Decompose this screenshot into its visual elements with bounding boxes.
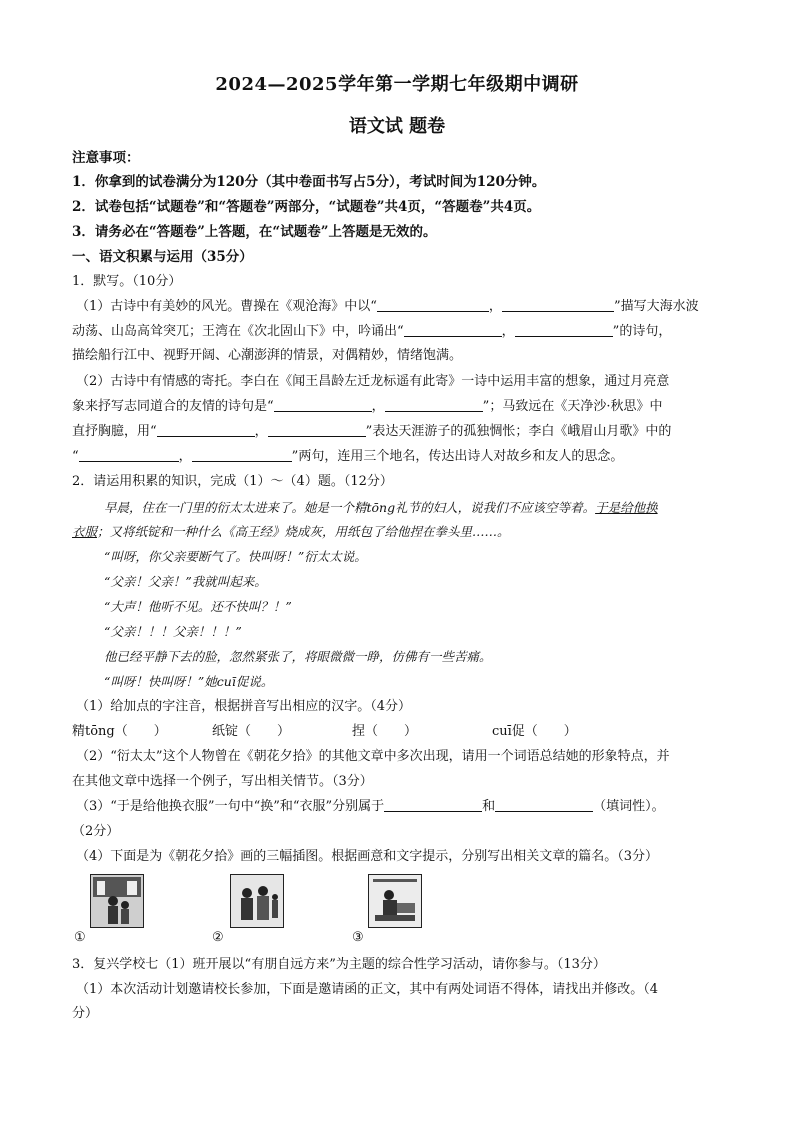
answer-blank[interactable] [404, 322, 502, 337]
pinyin-item: 精tōng（ ） [72, 724, 167, 739]
text: ”两句，连用三个地名，传达出诗人对故乡和友人的思念。 [291, 449, 624, 464]
text: 早晨，住在一门里的衍太太进来了。她是一个精tōng礼节的妇人，说我们不应该空等着。 [104, 500, 596, 515]
illustration-2-art [231, 875, 283, 927]
q1-part1-line2 [72, 322, 732, 342]
notice-heading: 注意事项： [72, 150, 140, 166]
answer-blank[interactable] [385, 397, 483, 412]
illustration-2 [230, 874, 284, 928]
exam-subtitle: 语文试 题卷 [348, 116, 446, 137]
q1-part2-line3 [72, 422, 732, 442]
q1-title: 1．默写。（10分） [72, 274, 182, 289]
illustration-2-label: ② [212, 930, 224, 945]
text: ”的诗句， [612, 324, 672, 339]
illustration-1-label: ① [74, 930, 86, 945]
answer-blank[interactable] [384, 797, 482, 812]
text: ”描写大海水波 [613, 299, 699, 314]
q2-sub1-title: （1）给加点的字注音，根据拼音写出相应的汉字。（4分） [76, 699, 412, 714]
passage-line1 [104, 498, 764, 518]
illustration-1-art [91, 875, 143, 927]
q1-part2-line2 [72, 397, 732, 417]
text: 动荡、山岛高耸突兀；王湾在《次北固山下》中，吟诵出“ [72, 324, 404, 339]
answer-blank[interactable] [268, 422, 366, 437]
text: ， [254, 424, 268, 439]
dialog-line: “父亲！父亲！”我就叫起来。 [104, 574, 267, 589]
q2-sub2-line1: （2）“衍太太”这个人物曾在《朝花夕拾》的其他文章中多次出现，请用一个词语总结她的形象特点，并 [76, 749, 670, 764]
answer-blank[interactable] [495, 797, 593, 812]
underlined-text: 衣服 [72, 524, 98, 539]
q2-sub4: （4）下面是为《朝花夕拾》画的三幅插图。根据画意和文字提示，分别写出相关文章的篇名。（3分） [76, 849, 659, 864]
passage-line2 [72, 522, 732, 542]
q3-title: 3．复兴学校七（1）班开展以“有朋自远方来”为主题的综合性学习活动，请你参与。（13分） [72, 957, 606, 972]
dialog-line: “叫呀！快叫呀！”她cuī促说。 [104, 674, 274, 689]
notice-item-1: 1．你拿到的试卷满分为120分（其中卷面书写占5分），考试时间为120分钟。 [72, 174, 546, 190]
answer-blank[interactable] [79, 447, 179, 462]
answer-blank[interactable] [502, 297, 614, 312]
notice-item-2: 2．试卷包括“试题卷”和“答题卷”两部分，“试题卷”共4页，“答题卷”共4页。 [72, 199, 541, 215]
q1-part2-line4 [72, 447, 732, 467]
text: “ [72, 449, 79, 464]
q2-sub3-line1 [76, 797, 736, 817]
illustration-1 [90, 874, 144, 928]
text: ；又将纸锭和一种什么《高王经》烧成灰，用纸包了给他捏在拳头里……。 [97, 524, 510, 539]
q3-sub1-line2: 分） [72, 1006, 99, 1021]
text: ”；马致远在《天净沙·秋思》中 [482, 399, 663, 414]
q2-title: 2．请运用积累的知识，完成（1）～（4）题。（12分） [72, 474, 393, 489]
text: （填词性）。 [593, 799, 665, 814]
text: 象来抒写志同道合的友情的诗句是“ [72, 399, 274, 414]
notice-item-3: 3．请务必在“答题卷”上答题，在“试题卷”上答题是无效的。 [72, 224, 437, 240]
pinyin-item: 捏（ ） [352, 724, 418, 739]
text: ”表达天涯游子的孤独惆怅；李白《峨眉山月歌》中的 [365, 424, 672, 439]
answer-blank[interactable] [157, 422, 255, 437]
illustration-3 [368, 874, 422, 928]
q1-part2-line1: （2）古诗中有情感的寄托。李白在《闻王昌龄左迁龙标遥有此寄》一诗中运用丰富的想象，通过月亮意 [76, 374, 670, 389]
q1-part1-line1 [76, 297, 736, 317]
text: ， [488, 299, 502, 314]
q2-sub2-line2: 在其他文章中选择一个例子，写出相关情节。（3分） [72, 774, 373, 789]
section-heading: 一、语文积累与运用（35分） [72, 249, 253, 265]
pinyin-item: cuī促（ ） [492, 724, 577, 739]
answer-blank[interactable] [192, 447, 292, 462]
underlined-text: 于是给他换 [595, 500, 658, 515]
illustration-3-art [369, 875, 421, 927]
exam-title: 2024—2025学年第一学期七年级期中调研 [215, 74, 579, 95]
text: 直抒胸臆，用“ [72, 424, 157, 439]
text: ， [501, 324, 515, 339]
dialog-line: “父亲！！！父亲！！！” [104, 624, 242, 639]
q1-part1-line3: 描绘船行江中、视野开阔、心潮澎湃的情景，对偶精妙，情绪饱满。 [72, 348, 463, 363]
q2-sub3-line2: （2分） [72, 824, 120, 839]
dialog-line: “叫呀，你父亲要断气了。快叫呀！”衍太太说。 [104, 549, 367, 564]
dialog-line: 他已经平静下去的脸，忽然紧张了，将眼微微一睁，仿佛有一些苦痛。 [104, 649, 492, 664]
answer-blank[interactable] [274, 397, 372, 412]
text: （1）古诗中有美妙的风光。曹操在《观沧海》中以“ [76, 299, 377, 314]
text: ， [371, 399, 385, 414]
dialog-line: “大声！他听不见。还不快叫？！” [104, 599, 292, 614]
answer-blank[interactable] [515, 322, 613, 337]
text: （3）“于是给他换衣服”一句中“换”和“衣服”分别属于 [76, 799, 385, 814]
illustration-3-label: ③ [352, 930, 364, 945]
answer-blank[interactable] [377, 297, 489, 312]
text: ， [178, 449, 192, 464]
text: 和 [482, 799, 496, 814]
q3-sub1-line1: （1）本次活动计划邀请校长参加，下面是邀请函的正文，其中有两处词语不得体，请找出并修改。（4 [76, 982, 659, 997]
pinyin-item: 纸锭（ ） [212, 724, 291, 739]
